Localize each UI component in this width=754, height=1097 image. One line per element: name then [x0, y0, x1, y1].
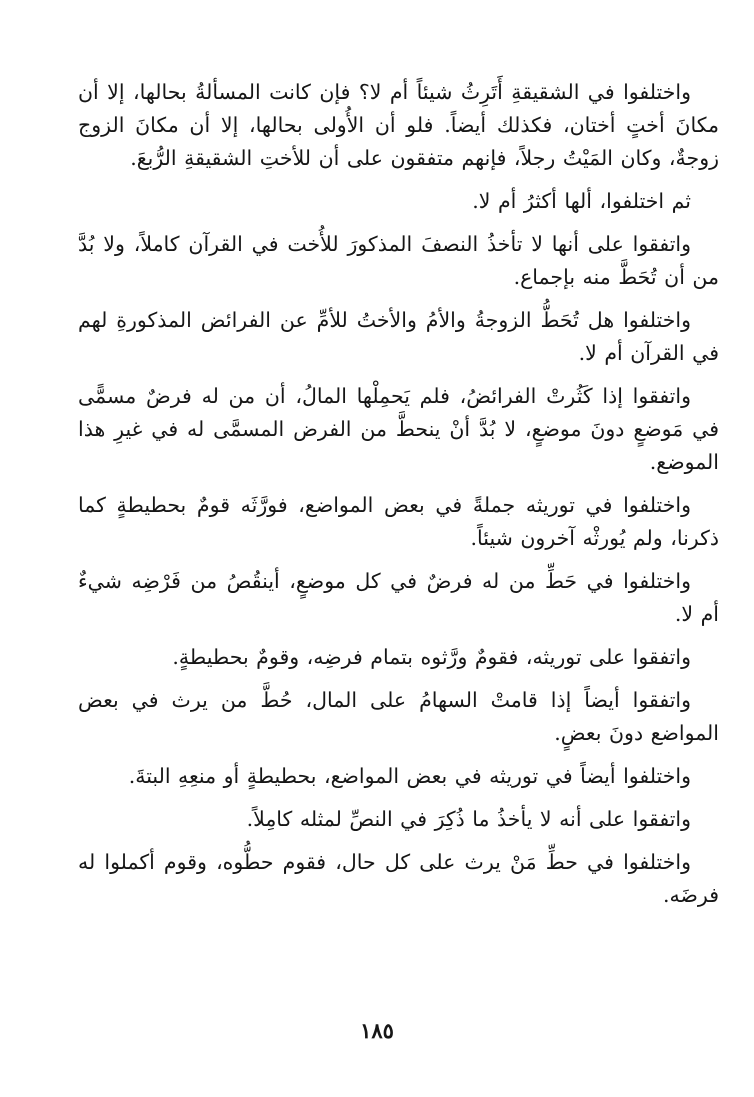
- paragraph-7: واختلفوا في حَطِّ من له فرضٌ في كل موضعٍ، أينقُصُ من فَرْضِه شيءٌ أم لا.: [78, 569, 719, 626]
- paragraph-11: واتفقوا على أنه لا يأخذُ ما ذُكِرَ في النصِّ لمثله كامِلاً.: [246, 807, 691, 831]
- paragraph-12: واختلفوا في حطِّ مَنْ يرث على كل حال، فقوم حطُّوه، وقوم أكملوا له فرضَه.: [78, 850, 719, 907]
- paragraph-2: ثم اختلفوا، ألها أكثرُ أم لا.: [472, 189, 691, 213]
- paragraph-4: واختلفوا هل تُحَطُّ الزوجةُ والأمُ والأختُ للأمِّ عن الفرائض المذكورةِ لهم في القرآن أم لا.: [78, 308, 719, 365]
- paragraph-1: واختلفوا في الشقيقةِ أَتَرِثُ شيئاً أم لا؟ فإن كانت المسألةُ بحالها، إلا أن مكانَ أختٍ أختان، فكذلك أيضاً. فلو أن الأُولى بحالها، إلا أن مكانَ الزوج زوجةٌ، وكان المَيْتُ رجلاً، فإنهم متفقون على أن للأختِ الشقيقةِ الرُّبعَ.: [78, 80, 719, 170]
- page-body-text: [78, 76, 719, 922]
- paragraph-5: واتفقوا إذا كَثُرتْ الفرائضُ، فلم يَحمِلْها المالُ، أن من له فرضٌ مسمًّى في مَوضعٍ دونَ موضعٍ، لا بُدَّ أنْ ينحطَّ من الفرض المسمَّى له في غيرِ هذا الموضع.: [78, 384, 719, 474]
- paragraph-3: واتفقوا على أنها لا تأخذُ النصفَ المذكورَ للأُخت في القرآن كاملاً، ولا بُدَّ من أن تُحَطَّ منه بإجماع.: [78, 232, 719, 289]
- paragraph-9: واتفقوا أيضاً إذا قامتْ السهامُ على المال، حُطَّ من يرث في بعض المواضع دونَ بعضٍ.: [78, 688, 719, 745]
- page-number: ١٨٥: [360, 1018, 394, 1043]
- paragraph-10: واختلفوا أيضاً في توريثه في بعض المواضع، بحطيطةٍ أو منعِهِ البتةَ.: [128, 764, 691, 788]
- paragraph-6: واختلفوا في توريثه جملةً في بعض المواضع، فورَّثَه قومٌ بحطيطةٍ كما ذكرنا، ولم يُورثْه آخرون شيئاً.: [78, 493, 719, 550]
- paragraph-8: واتفقوا على توريثه، فقومٌ ورَّثوه بتمام فرضِه، وقومٌ بحطيطةٍ.: [172, 645, 691, 669]
